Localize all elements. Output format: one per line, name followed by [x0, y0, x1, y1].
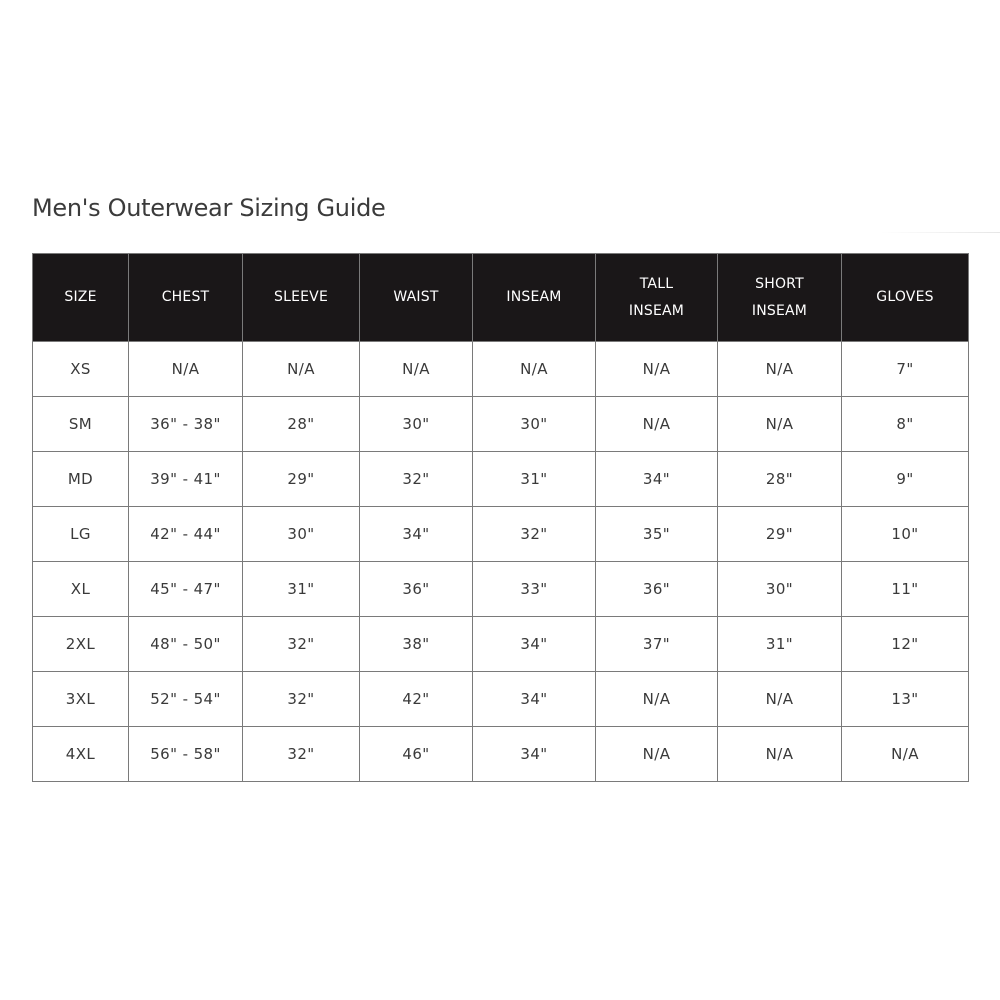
cell-short-inseam: N/A: [718, 672, 842, 727]
cell-short-inseam: 31": [718, 617, 842, 672]
cell-tall-inseam: 37": [596, 617, 718, 672]
cell-size: LG: [33, 507, 129, 562]
cell-short-inseam: N/A: [718, 397, 842, 452]
cell-size: 3XL: [33, 672, 129, 727]
cell-gloves: 13": [842, 672, 969, 727]
cell-sleeve: 29": [243, 452, 360, 507]
cell-waist: 46": [360, 727, 473, 782]
column-header-gloves: GLOVES: [842, 254, 969, 342]
cell-short-inseam: N/A: [718, 727, 842, 782]
cell-inseam: 33": [473, 562, 596, 617]
cell-size: MD: [33, 452, 129, 507]
cell-gloves: 11": [842, 562, 969, 617]
cell-short-inseam: 28": [718, 452, 842, 507]
column-header-tall-inseam: TALL INSEAM: [596, 254, 718, 342]
table-row: [33, 507, 969, 562]
cell-size: XS: [33, 342, 129, 397]
cell-gloves: N/A: [842, 727, 969, 782]
cell-chest: 42" - 44": [129, 507, 243, 562]
cell-sleeve: N/A: [243, 342, 360, 397]
cell-short-inseam: 29": [718, 507, 842, 562]
cell-tall-inseam: 35": [596, 507, 718, 562]
table-row: [33, 562, 969, 617]
cell-sleeve: 30": [243, 507, 360, 562]
column-header-chest: CHEST: [129, 254, 243, 342]
cell-inseam: 30": [473, 397, 596, 452]
cell-gloves: 7": [842, 342, 969, 397]
column-header-sleeve: SLEEVE: [243, 254, 360, 342]
cell-gloves: 12": [842, 617, 969, 672]
divider: [880, 232, 1000, 233]
cell-chest: 48" - 50": [129, 617, 243, 672]
column-header-waist: WAIST: [360, 254, 473, 342]
cell-chest: N/A: [129, 342, 243, 397]
cell-waist: N/A: [360, 342, 473, 397]
table-row: [33, 342, 969, 397]
column-header-short-inseam: SHORT INSEAM: [718, 254, 842, 342]
column-header-size: SIZE: [33, 254, 129, 342]
cell-size: 4XL: [33, 727, 129, 782]
cell-waist: 34": [360, 507, 473, 562]
cell-tall-inseam: N/A: [596, 727, 718, 782]
cell-chest: 39" - 41": [129, 452, 243, 507]
cell-size: XL: [33, 562, 129, 617]
cell-waist: 38": [360, 617, 473, 672]
cell-chest: 36" - 38": [129, 397, 243, 452]
table-header-row: [33, 254, 969, 342]
cell-tall-inseam: 34": [596, 452, 718, 507]
cell-waist: 36": [360, 562, 473, 617]
cell-inseam: 32": [473, 507, 596, 562]
cell-sleeve: 28": [243, 397, 360, 452]
cell-sleeve: 32": [243, 617, 360, 672]
cell-short-inseam: N/A: [718, 342, 842, 397]
cell-size: 2XL: [33, 617, 129, 672]
cell-chest: 56" - 58": [129, 727, 243, 782]
cell-sleeve: 32": [243, 727, 360, 782]
cell-inseam: 31": [473, 452, 596, 507]
cell-sleeve: 32": [243, 672, 360, 727]
table-row: [33, 672, 969, 727]
cell-tall-inseam: N/A: [596, 342, 718, 397]
cell-inseam: 34": [473, 727, 596, 782]
page-title: Men's Outerwear Sizing Guide: [32, 194, 386, 222]
table-row: [33, 727, 969, 782]
cell-gloves: 8": [842, 397, 969, 452]
cell-chest: 45" - 47": [129, 562, 243, 617]
cell-waist: 32": [360, 452, 473, 507]
cell-waist: 42": [360, 672, 473, 727]
cell-inseam: 34": [473, 672, 596, 727]
cell-gloves: 10": [842, 507, 969, 562]
cell-tall-inseam: 36": [596, 562, 718, 617]
table-row: [33, 452, 969, 507]
cell-sleeve: 31": [243, 562, 360, 617]
cell-inseam: 34": [473, 617, 596, 672]
sizing-table: [32, 253, 969, 782]
cell-chest: 52" - 54": [129, 672, 243, 727]
cell-waist: 30": [360, 397, 473, 452]
cell-tall-inseam: N/A: [596, 672, 718, 727]
cell-size: SM: [33, 397, 129, 452]
cell-short-inseam: 30": [718, 562, 842, 617]
table-row: [33, 617, 969, 672]
cell-gloves: 9": [842, 452, 969, 507]
cell-inseam: N/A: [473, 342, 596, 397]
column-header-inseam: INSEAM: [473, 254, 596, 342]
cell-tall-inseam: N/A: [596, 397, 718, 452]
table-row: [33, 397, 969, 452]
